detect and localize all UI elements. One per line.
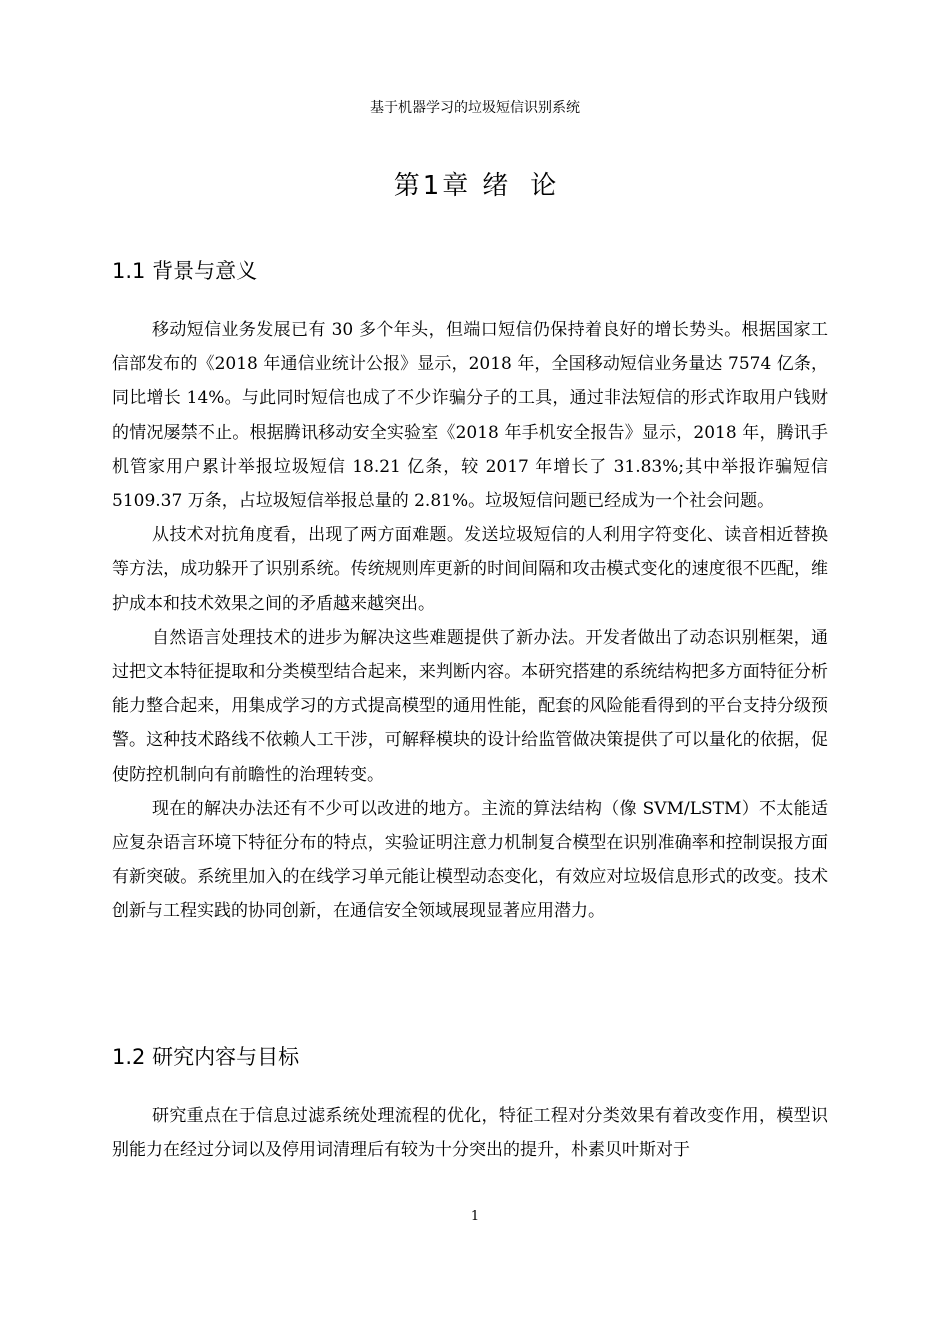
paragraph: 现在的解决办法还有不少可以改进的地方。主流的算法结构（像 SVM/LSTM）不太能适应复杂语言环境下特征分布的特点，实验证明注意力机制复合模型在识别准确率和控制误报方面有新突破。系统里加入的在线学习单元能让模型动态变化，有效应对垃圾信息形式的改变。技术创新与工程实践的协同创新，在通信安全领域展现显著应用潜力。: [112, 798, 828, 922]
section-heading-1-2: 1.2 研究内容与目标: [112, 1045, 300, 1069]
paragraph: 移动短信业务发展已有 30 多个年头，但端口短信仍保持着良好的增长势头。根据国家工信部发布的《2018 年通信业统计公报》显示，2018 年，全国移动短信业务量达 7574 亿条，同比增长 14%。与此同时短信也成了不少诈骗分子的工具，通过非法短信的形式诈取用户钱财的情况屡禁不止。根据腾讯移动安全实验室《2018 年手机安全报告》显示，2018 年，腾讯手机管家用户累计举报垃圾短信 18.21 亿条，较 2017 年增长了 31.83%;其中举报诈骗短信 5109.37 万条，占垃圾短信举报总量的 2.81%。垃圾短信问题已经成为一个社会问题。: [112, 320, 828, 512]
chapter-unit: 章: [442, 171, 469, 201]
page-number: 1: [470, 1209, 480, 1224]
paragraph: 研究重点在于信息过滤系统处理流程的优化，特征工程对分类效果有着改变作用，模型识别能力在经过分词以及停用词清理后有较为十分突出的提升，朴素贝叶斯对于: [112, 1106, 828, 1161]
chapter-title-char-2: 论: [530, 171, 557, 201]
section-body-1-2: [112, 1099, 828, 1167]
chapter-number: 1: [422, 171, 440, 201]
chapter-title: [0, 168, 950, 204]
chapter-title-char-1: 绪: [482, 171, 509, 201]
section-heading-1-1: 1.1 背景与意义: [112, 259, 258, 283]
paragraph: 从技术对抗角度看，出现了两方面难题。发送垃圾短信的人利用字符变化、读音相近替换等方法，成功躲开了识别系统。传统规则库更新的时间间隔和攻击模式变化的速度很不匹配，维护成本和技术效果之间的矛盾越来越突出。: [112, 525, 828, 614]
chapter-label: 第: [393, 171, 420, 201]
running-header: 基于机器学习的垃圾短信识别系统: [370, 100, 580, 116]
paragraph: 自然语言处理技术的进步为解决这些难题提供了新办法。开发者做出了动态识别框架，通过把文本特征提取和分类模型结合起来，来判断内容。本研究搭建的系统结构把多方面特征分析能力整合起来，用集成学习的方式提高模型的通用性能，配套的风险能看得到的平台支持分级预警。这种技术路线不依赖人工干涉，可解释模块的设计给监管做决策提供了可以量化的依据，促使防控机制向有前瞻性的治理转变。: [112, 627, 828, 785]
section-body-1-1: [112, 313, 828, 929]
